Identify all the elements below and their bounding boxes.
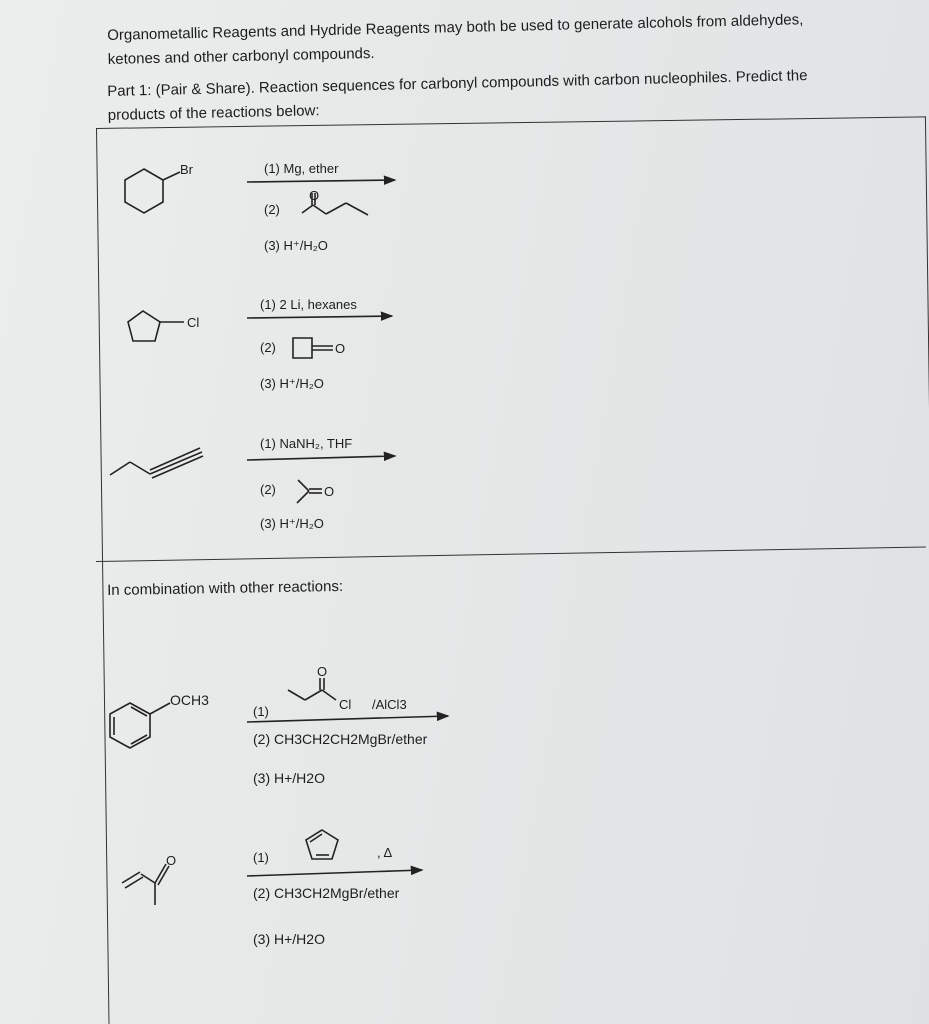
r5-step3: (3) H+/H2O: [253, 931, 325, 947]
r2-step2: (2): [260, 340, 276, 355]
r5-step1: (1): [253, 850, 269, 865]
r1-step2: (2): [264, 202, 280, 217]
r4-step2: (2) CH3CH2CH2MgBr/ether: [253, 731, 428, 747]
r3-step3: (3) H⁺/H₂O: [260, 516, 324, 531]
r5-methyl-vinyl-ketone: [122, 864, 169, 905]
r4-acyl-cl: Cl: [339, 697, 352, 712]
r3-step1: (1) NaNH₂, THF: [260, 436, 353, 451]
intro-line-2: ketones and other carbonyl compounds.: [107, 44, 375, 68]
part1-line-2: products of the reactions below:: [107, 102, 320, 124]
r4-step3: (3) H+/H2O: [253, 770, 325, 786]
r4-propanoyl-chloride: [288, 678, 336, 700]
r1-bromo-label: Br: [180, 162, 193, 177]
r4-methoxy-label: OCH3: [170, 692, 209, 708]
r2-step1: (1) 2 Li, hexanes: [260, 297, 357, 312]
r5-cyclopentadiene: [306, 830, 338, 859]
r4-step1: (1): [253, 704, 269, 719]
r4-arrow: [247, 716, 448, 722]
r3-carbonyl-o: O: [324, 484, 335, 499]
r1-arrow: [247, 180, 395, 182]
r2-cyclopentane-ring: [128, 311, 160, 341]
r4-catalyst: /AlCl3: [372, 697, 407, 712]
r1-step3: (3) H⁺/H₂O: [264, 238, 328, 253]
r3-pentyne: [110, 448, 203, 478]
r2-chloro-label: Cl: [187, 315, 200, 330]
r3-step2: (2): [260, 482, 276, 497]
r5-step2: (2) CH3CH2MgBr/ether: [253, 885, 400, 901]
r5-carbonyl-o: O: [166, 853, 177, 868]
r1-step1: (1) Mg, ether: [264, 161, 339, 176]
combination-heading: In combination with other reactions:: [107, 577, 344, 599]
r5-arrow: [247, 870, 422, 876]
r1-butanone: [302, 193, 368, 215]
r4-benzene-ring: [110, 703, 150, 748]
r1-carbonyl-o: O: [309, 188, 320, 203]
r3-arrow: [247, 456, 395, 460]
r2-carbonyl-o: O: [335, 341, 346, 356]
r1-cyclohexane-ring: [125, 169, 163, 213]
r2-arrow: [247, 316, 392, 318]
part1-line-1: Part 1: (Pair & Share). Reaction sequences for carbonyl compounds with carbon nucleophiles. Predict the: [107, 67, 808, 100]
r4-acyl-o: O: [317, 664, 328, 679]
r3-acetone: [297, 480, 322, 503]
r5-heat: , Δ: [377, 845, 393, 860]
r2-cyclobutanone-ring: [293, 338, 312, 358]
r2-step3: (3) H⁺/H₂O: [260, 376, 324, 391]
intro-line-1: Organometallic Reagents and Hydride Reagents may both be used to generate alcohols from aldehydes,: [107, 11, 804, 44]
